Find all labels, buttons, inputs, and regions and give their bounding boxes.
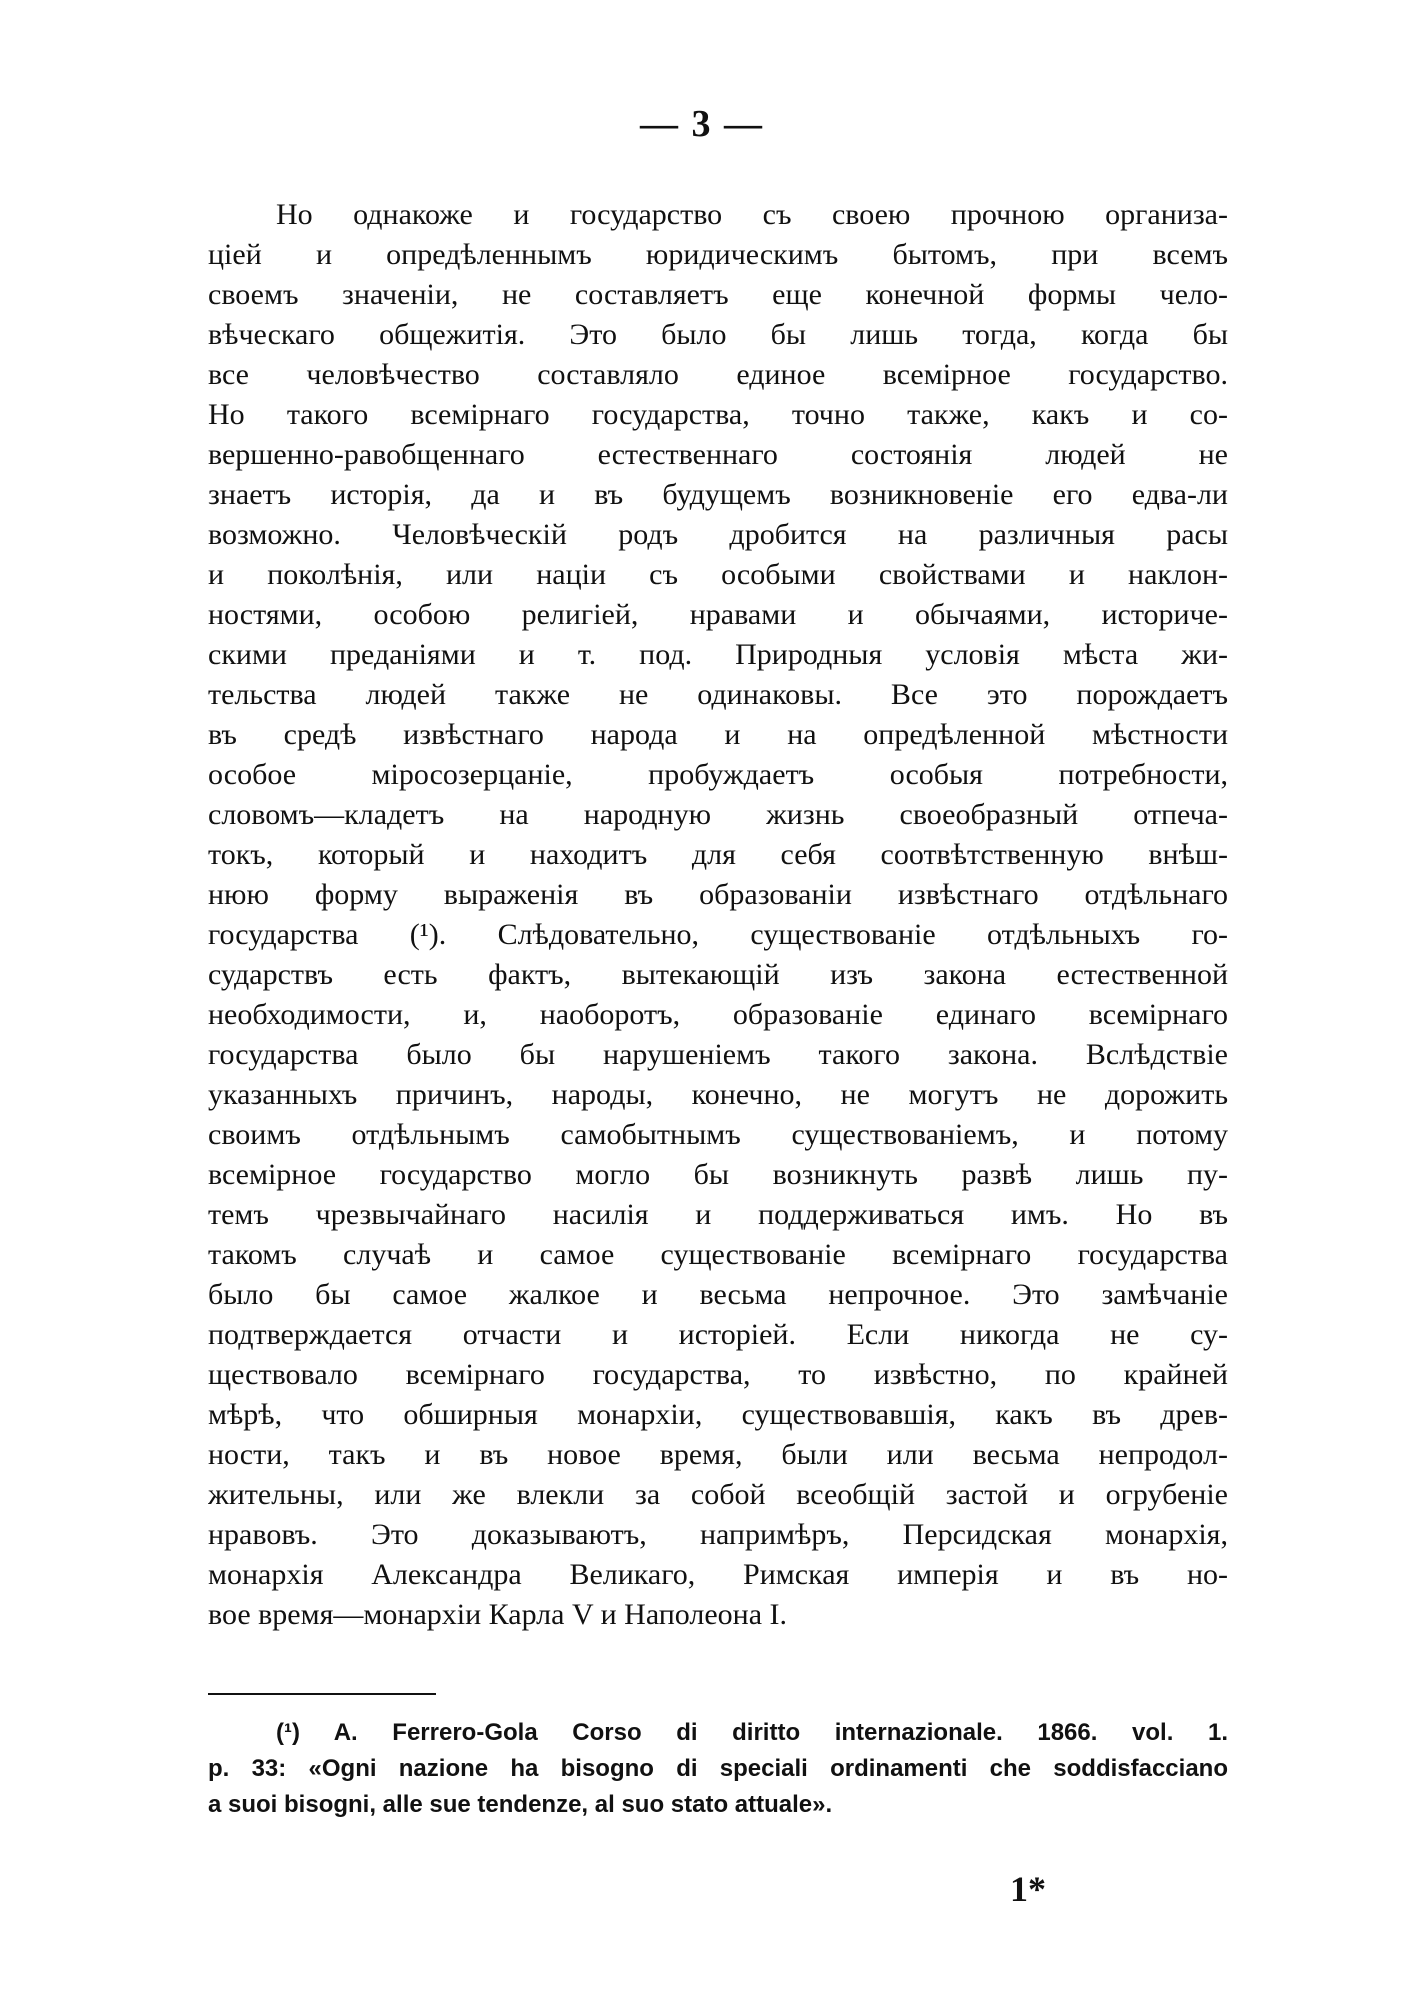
body-line: все человѣчество составляло единое всемірное государство. bbox=[208, 358, 1228, 391]
footnote-line: p. 33: «Ogni nazione ha bisogno di speciali ordinamenti che soddisfacciano bbox=[208, 1755, 1228, 1782]
body-line: государства было бы нарушеніемъ такого закона. Вслѣдствіе bbox=[208, 1038, 1228, 1071]
body-line: нравовъ. Это доказываютъ, напримѣръ, Персидская монархія, bbox=[208, 1518, 1228, 1551]
body-line: монархія Александра Великаго, Римская имперія и въ но- bbox=[208, 1558, 1228, 1591]
body-line: указанныхъ причинъ, народы, конечно, не могутъ не дорожить bbox=[208, 1078, 1228, 1111]
body-line: тельства людей также не одинаковы. Все это порождаетъ bbox=[208, 678, 1228, 711]
body-line: было бы самое жалкое и весьма непрочное. Это замѣчаніе bbox=[208, 1278, 1228, 1311]
body-line: Но однакоже и государство съ своею прочною организа- bbox=[276, 198, 1228, 231]
body-line: ществовало всемірнаго государства, то извѣстно, по крайней bbox=[208, 1358, 1228, 1391]
body-line: темъ чрезвычайнаго насилія и поддерживаться имъ. Но въ bbox=[208, 1198, 1228, 1231]
body-line: Но такого всемірнаго государства, точно также, какъ и со- bbox=[208, 398, 1228, 431]
body-line: своимъ отдѣльнымъ самобытнымъ существованіемъ, и потому bbox=[208, 1118, 1228, 1151]
body-line: нюю форму выраженія въ образованіи извѣстнаго отдѣльнаго bbox=[208, 878, 1228, 911]
body-line: ностями, особою религіей, нравами и обычаями, историче- bbox=[208, 598, 1228, 631]
body-line: подтверждается отчасти и исторіей. Если никогда не су- bbox=[208, 1318, 1228, 1351]
body-line: сударствъ есть фактъ, вытекающій изъ закона естественной bbox=[208, 958, 1228, 991]
body-line: своемъ значеніи, не составляетъ еще конечной формы чело- bbox=[208, 278, 1228, 311]
body-text bbox=[208, 195, 1228, 1635]
body-line: жительны, или же влекли за собой всеобщій застой и огрубеніе bbox=[208, 1478, 1228, 1511]
body-line: токъ, который и находитъ для себя соотвѣтственную внѣш- bbox=[208, 838, 1228, 871]
body-line: особое міросозерцаніе, пробуждаетъ особыя потребности, bbox=[208, 758, 1228, 791]
footnote bbox=[208, 1715, 1228, 1823]
body-line: мѣрѣ, что обширныя монархіи, существовавшія, какъ въ древ- bbox=[208, 1398, 1228, 1431]
body-line: вѣческаго общежитія. Это было бы лишь тогда, когда бы bbox=[208, 318, 1228, 351]
body-line: вое время—монархіи Карла V и Наполеона I. bbox=[208, 1598, 788, 1631]
signature-mark: 1* bbox=[1010, 1869, 1046, 1909]
page-number: — 3 — bbox=[640, 103, 764, 145]
body-line: въ средѣ извѣстнаго народа и на опредѣленной мѣстности bbox=[208, 718, 1228, 751]
footnote-line: a suoi bisogni, alle sue tendenze, al suo stato attuale». bbox=[208, 1791, 833, 1818]
footnote-divider bbox=[208, 1693, 436, 1695]
body-line: скими преданіями и т. под. Природныя условія мѣста жи- bbox=[208, 638, 1228, 671]
footnote-line: (¹) A. Ferrero-Gola Corso di diritto internazionale. 1866. vol. 1. bbox=[276, 1719, 1228, 1746]
body-line: такомъ случаѣ и самое существованіе всемірнаго государства bbox=[208, 1238, 1228, 1271]
body-line: ціей и опредѣленнымъ юридическимъ бытомъ, при всемъ bbox=[208, 238, 1228, 271]
body-line: ности, такъ и въ новое время, были или весьма непродол- bbox=[208, 1438, 1228, 1471]
body-line: знаетъ исторія, да и въ будущемъ возникновеніе его едва-ли bbox=[208, 478, 1228, 511]
body-line: и поколѣнія, или націи съ особыми свойствами и наклон- bbox=[208, 558, 1228, 591]
body-line: словомъ—кладетъ на народную жизнь своеобразный отпеча- bbox=[208, 798, 1228, 831]
body-line: государства (¹). Слѣдовательно, существованіе отдѣльныхъ го- bbox=[208, 918, 1228, 951]
body-line: всемірное государство могло бы возникнуть развѣ лишь пу- bbox=[208, 1158, 1228, 1191]
body-line: возможно. Человѣческій родъ дробится на различныя расы bbox=[208, 518, 1228, 551]
body-line: вершенно-равобщеннаго естественнаго состоянія людей не bbox=[208, 438, 1228, 471]
body-line: необходимости, и, наоборотъ, образованіе единаго всемірнаго bbox=[208, 998, 1228, 1031]
